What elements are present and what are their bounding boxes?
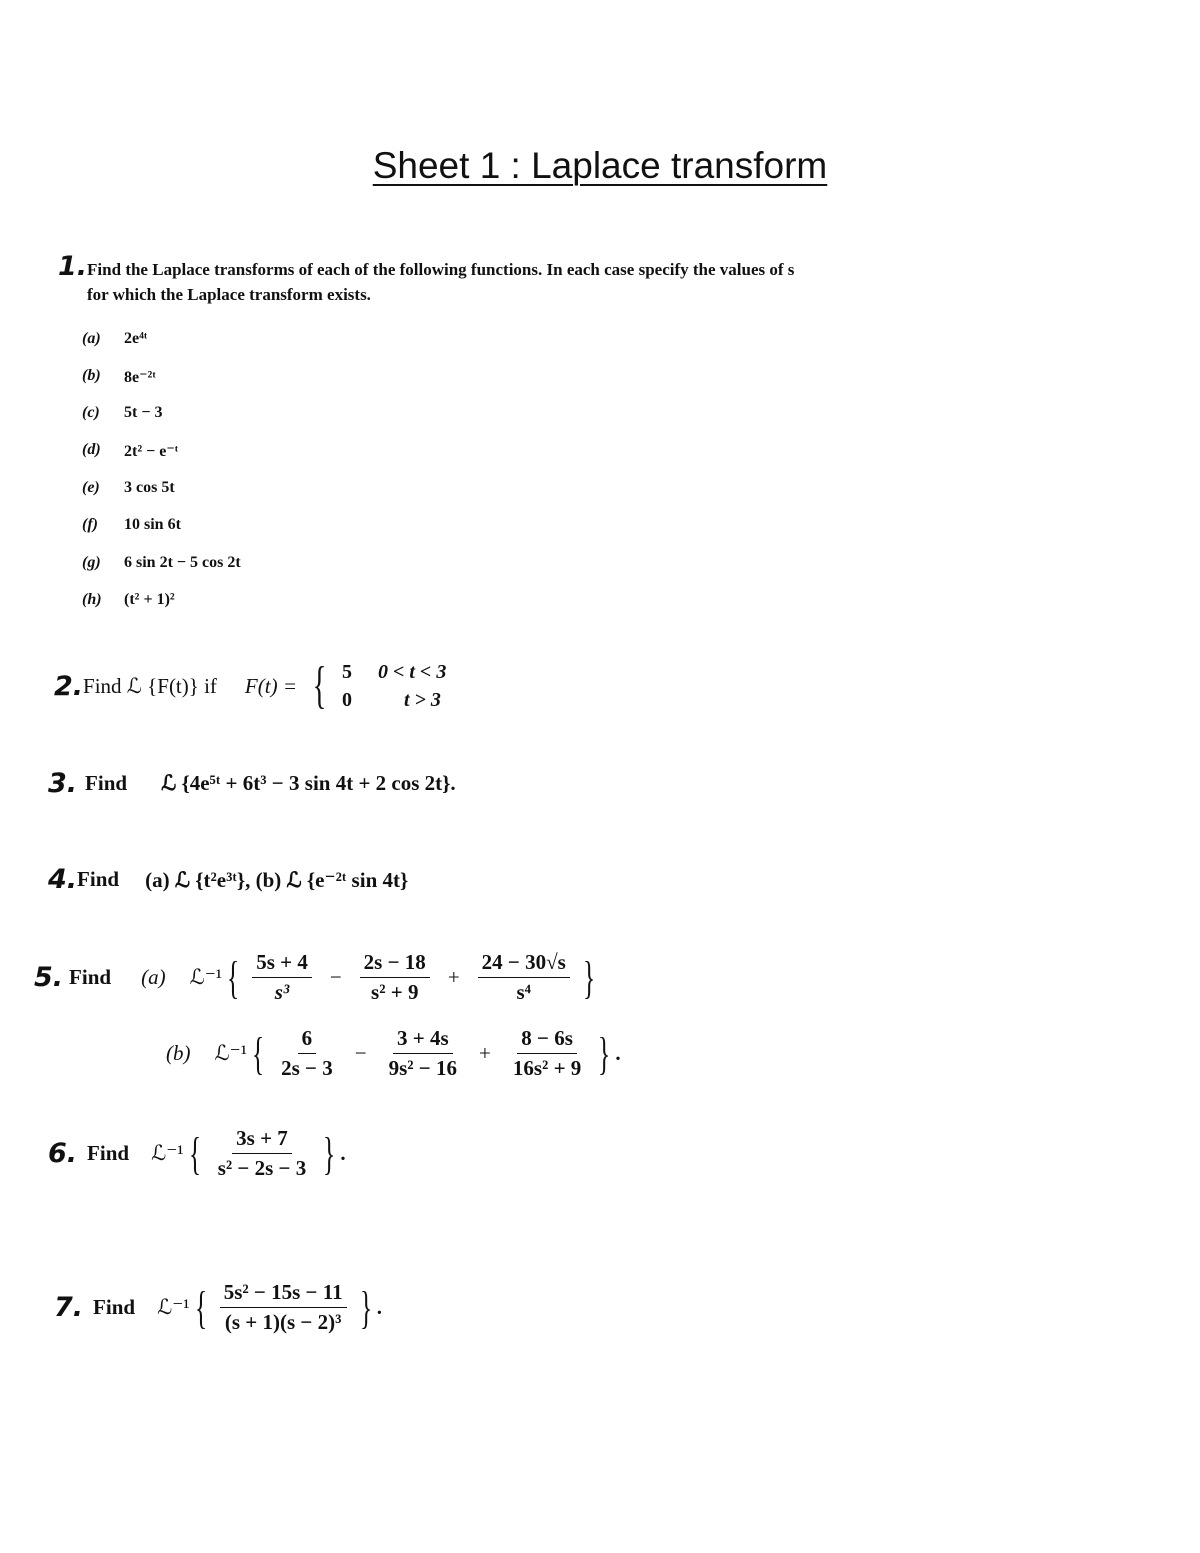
list-item: (a) 2e⁴ᵗ [82,330,148,347]
inverse-laplace-symbol: ℒ⁻¹ [151,1141,184,1165]
function-definition: F(t) = [244,673,297,698]
question-number: 1. [58,251,88,282]
question-4 [48,864,408,895]
question-5b: (b) ℒ⁻¹ { $\frac{6}{2s - 3}$ − $\frac{3 + 4s}{\text{9s² − 16}}$ + $\frac{8 - 6s}{\text{16s² + 9}}$ } . [166,1026,621,1080]
find-label: Find [77,867,120,891]
list-item: (g) 6 sin 2t − 5 cos 2t [82,554,241,571]
fraction: $\frac{3 + 4s}{\text{9s² − 16}}$ [388,1026,458,1080]
left-brace: { [227,951,240,1003]
question-number: 3. [48,768,78,799]
find-label: Find [85,771,128,795]
fraction: $\frac{5s + 4}{\text{s³}}$ [252,950,312,1005]
fraction: $\frac{6}{2s - 3}$ [281,1026,333,1080]
find-label: Find [93,1295,136,1319]
list-item: (b) 8e⁻²ᵗ [82,367,156,386]
list-item: (e) 3 cos 5t [82,479,175,496]
page-title: Sheet 1 : Laplace transform [372,145,828,186]
right-brace: } [598,1027,611,1079]
expression: (a) ℒ {t²e³ᵗ}, (b) ℒ {e⁻²ᵗ sin 4t} [145,867,409,892]
list-item: (d) 2t² − e⁻ᵗ [82,441,179,460]
right-brace: } [323,1127,336,1179]
inverse-laplace-symbol: ℒ⁻¹ [157,1295,190,1319]
question-number: 7. [54,1292,84,1323]
question-3 [48,768,456,799]
find-label: Find [69,965,112,989]
list-item: (f) 10 sin 6t [82,516,181,533]
question-number: 2. [54,670,84,702]
question-number: 5. [34,962,64,993]
question-text: Find ℒ {F(t)} if [83,673,217,698]
question-number: 6. [48,1138,78,1169]
left-brace: { [251,1027,265,1079]
piecewise-cases: 5 0 < t < 3 0 t > 3 [341,661,447,711]
question-5a: 5. Find (a) ℒ⁻¹ { $\frac{5s + 4}{\text{s³}}$ − $\frac{2s - 18}{\text{s² + 9}}$ + $\frac{24 - 30√s}{\text{s⁴}}$ } [34,950,595,1004]
question-7: 7. Find ℒ⁻¹ { $\frac{\text{5s² − 15s − 11}}{\text{(s + 1)(s − 2)³}}$ } . [54,1280,382,1334]
right-brace: } [359,1281,372,1333]
fraction: $\frac{2s - 18}{\text{s² + 9}}$ [360,950,430,1005]
left-brace: { [194,1281,207,1333]
question-6: 6. Find ℒ⁻¹ { $\frac{3s + 7}{\text{s² − 2s − 3}}$ } . [48,1126,346,1180]
list-item: (c) 5t − 3 [82,404,163,421]
find-label: Find [87,1141,130,1165]
left-brace: { [188,1127,201,1179]
list-item: (h) (t² + 1)² [82,591,175,608]
fraction: $\frac{8 - 6s}{\text{16s² + 9}}$ [512,1026,582,1080]
question-text-line1: Find the Laplace transforms of each of the following functions. In each case specify the values of s [87,260,795,279]
question-number: 4. [48,864,78,895]
question-1 [58,251,795,307]
fraction: $\frac{24 - 30√s}{\text{s⁴}}$ [478,950,570,1005]
question-text-line2: for which the Laplace transform exists. [87,285,371,304]
question-2 [54,658,446,714]
inverse-laplace-symbol: ℒ⁻¹ [214,1041,248,1065]
expression: ℒ {4e⁵ᵗ + 6t³ − 3 sin 4t + 2 cos 2t}. [161,771,456,795]
inverse-laplace-symbol: ℒ⁻¹ [189,965,223,989]
part-label: (a) [141,965,166,989]
fraction: $\frac{\text{5s² − 15s − 11}}{\text{(s + 1)(s − 2)³}}$ [220,1280,347,1335]
right-brace: } [582,951,595,1003]
fraction: $\frac{3s + 7}{\text{s² − 2s − 3}}$ [217,1126,307,1180]
left-brace: { [312,657,327,714]
part-label: (b) [166,1041,191,1065]
